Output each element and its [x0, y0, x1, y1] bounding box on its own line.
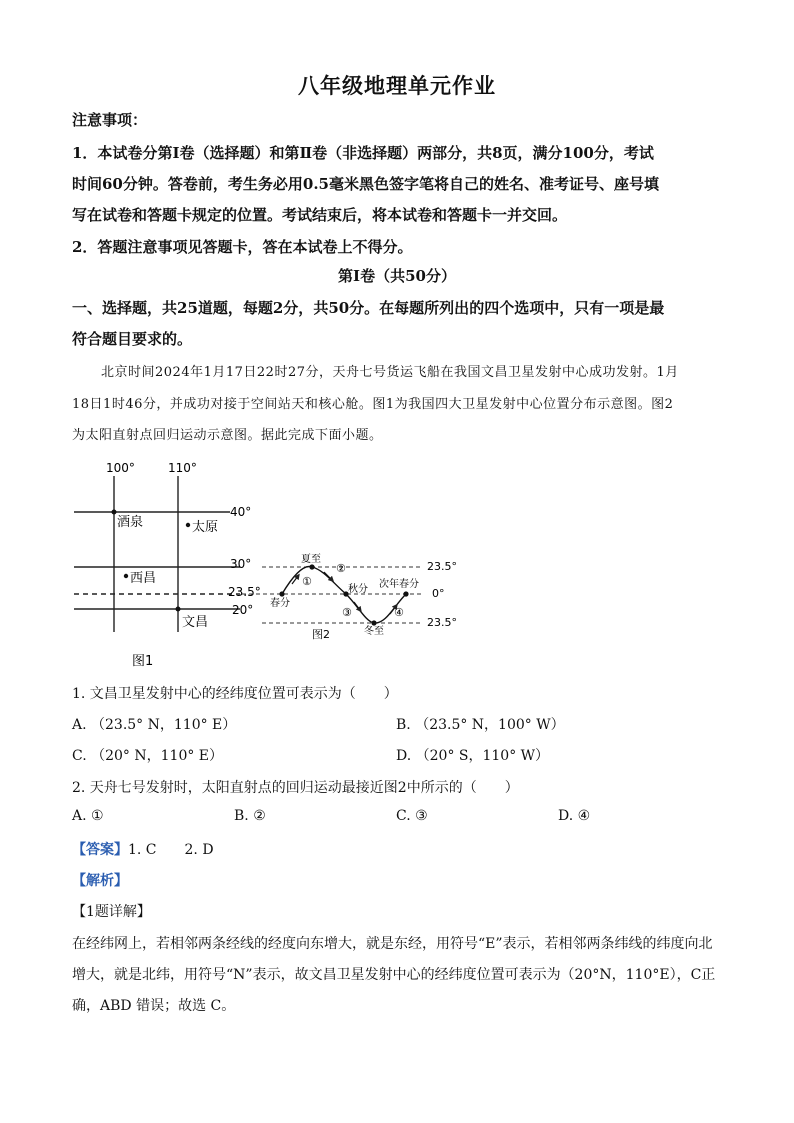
fig2-lat-mid: 0° [432, 587, 445, 600]
lat-label-40: 40° [230, 505, 252, 519]
place-jiuquan: 酒泉 [117, 515, 144, 530]
answer-text: 1. C 2. D [128, 842, 214, 858]
detail-label: 【1题详解】 [72, 904, 151, 920]
q1-option-d[interactable]: D. （20° S，110° W） [396, 748, 550, 764]
q1-option-b[interactable]: B. （23.5° N，100° W） [396, 717, 565, 733]
passage-line: 18日1时46分，并成功对接于空间站天和核心舱。图1为我国四大卫星发射中心位置分布示意图。图2 [72, 397, 674, 412]
analysis-label: 【解析】 [72, 873, 128, 889]
marker-2: ② [336, 562, 346, 575]
q2-option-c[interactable]: C. ③ [396, 808, 428, 824]
place-xichang: 西昌 [130, 571, 157, 586]
marker-3: ③ [342, 606, 352, 619]
fig2-lat-top: 23.5° [427, 560, 457, 573]
figure1-grid [74, 476, 240, 632]
lat-label-23-5: 23.5° [228, 585, 261, 599]
point-next-spring [403, 591, 408, 596]
passage-line: 为太阳直射点回归运动示意图。据此完成下面小题。 [72, 428, 383, 443]
notice-heading: 注意事项： [72, 111, 148, 129]
detail-line: 在经纬网上，若相邻两条经线的经度向东增大，就是东经，用符号“E”表示，若相邻两条纬线的纬度向北 [72, 936, 713, 952]
lat-label-30: 30° [230, 557, 252, 571]
q1-option-a[interactable]: A. （23.5° N，110° E） [72, 717, 237, 733]
q1-option-c[interactable]: C. （20° N，110° E） [72, 748, 224, 764]
fig2-lat-bottom: 23.5° [427, 616, 457, 629]
point-spring [279, 591, 284, 596]
question-2-options [72, 808, 732, 828]
notice-line: 2．答题注意事项见答题卡，答在本试卷上不得分。 [72, 238, 413, 256]
notice-line: 写在试卷和答题卡规定的位置。考试结束后，将本试卷和答题卡一并交回。 [72, 206, 568, 224]
notice-line: 时间60分钟。答卷前，考生务必用0.5毫米黑色签字笔将自己的姓名、准考证号、座号填 [72, 175, 659, 193]
point-summer [309, 564, 314, 569]
question-1-options-row1 [72, 714, 732, 734]
section-intro-line: 符合题目要求的。 [72, 330, 193, 348]
question-1-stem: 1. 文昌卫星发射中心的经纬度位置可表示为（ ） [72, 686, 398, 702]
detail-line: 确，ABD 错误；故选 C。 [72, 998, 236, 1014]
question-2-stem: 2. 天舟七号发射时，太阳直射点的回归运动最接近图2中所示的（ ） [72, 780, 519, 796]
label-summer: 夏至 [301, 554, 321, 565]
figure-diagram [72, 456, 492, 676]
arrow-3 [354, 602, 360, 610]
marker-4: ④ [394, 606, 404, 619]
point-winter [371, 620, 376, 625]
arrow-2 [324, 572, 332, 580]
section-intro-line: 一、选择题，共25道题，每题2分，共50分。在每题所列出的四个选项中，只有一项是最 [72, 299, 665, 317]
notice-line: 1．本试卷分第Ⅰ卷（选择题）和第Ⅱ卷（非选择题）两部分，共8页，满分100分，考试 [72, 144, 654, 162]
label-next-spring: 次年春分 [379, 579, 419, 590]
figure1-caption: 图1 [132, 654, 154, 669]
question-1-options-row2 [72, 745, 732, 765]
answer-label: 【答案】 [72, 842, 128, 858]
detail-line: 增大，就是北纬，用符号“N”表示，故文昌卫星发射中心的经纬度位置可表示为（20°N，110°E），C正 [72, 967, 716, 983]
taiyuan-dot [186, 523, 190, 527]
q2-option-a[interactable]: A. ① [72, 808, 104, 824]
analysis-line [72, 870, 722, 890]
jiuquan-dot [112, 510, 117, 515]
q2-option-b[interactable]: B. ② [234, 808, 266, 824]
label-winter: 冬至 [364, 626, 384, 637]
label-spring: 春分 [270, 598, 290, 609]
answer-line [72, 839, 722, 859]
section-title: 第Ⅰ卷（共50分） [338, 267, 456, 285]
page-title: 八年级地理单元作业 [298, 73, 496, 98]
label-autumn: 秋分 [348, 584, 368, 595]
xichang-dot [124, 574, 128, 578]
lat-label-20: 20° [232, 603, 254, 617]
passage-line: 北京时间2024年1月17日22时27分，天舟七号货运飞船在我国文昌卫星发射中心成功发射。1月 [101, 365, 679, 380]
lon-label-110: 110° [168, 461, 197, 475]
place-wenchang: 文昌 [182, 615, 209, 630]
figure2-caption: 图2 [312, 628, 330, 641]
marker-1: ① [302, 575, 312, 588]
lon-label-100: 100° [106, 461, 135, 475]
q2-option-d[interactable]: D. ④ [558, 808, 591, 824]
place-taiyuan: 太原 [192, 520, 219, 535]
wenchang-dot [176, 607, 181, 612]
